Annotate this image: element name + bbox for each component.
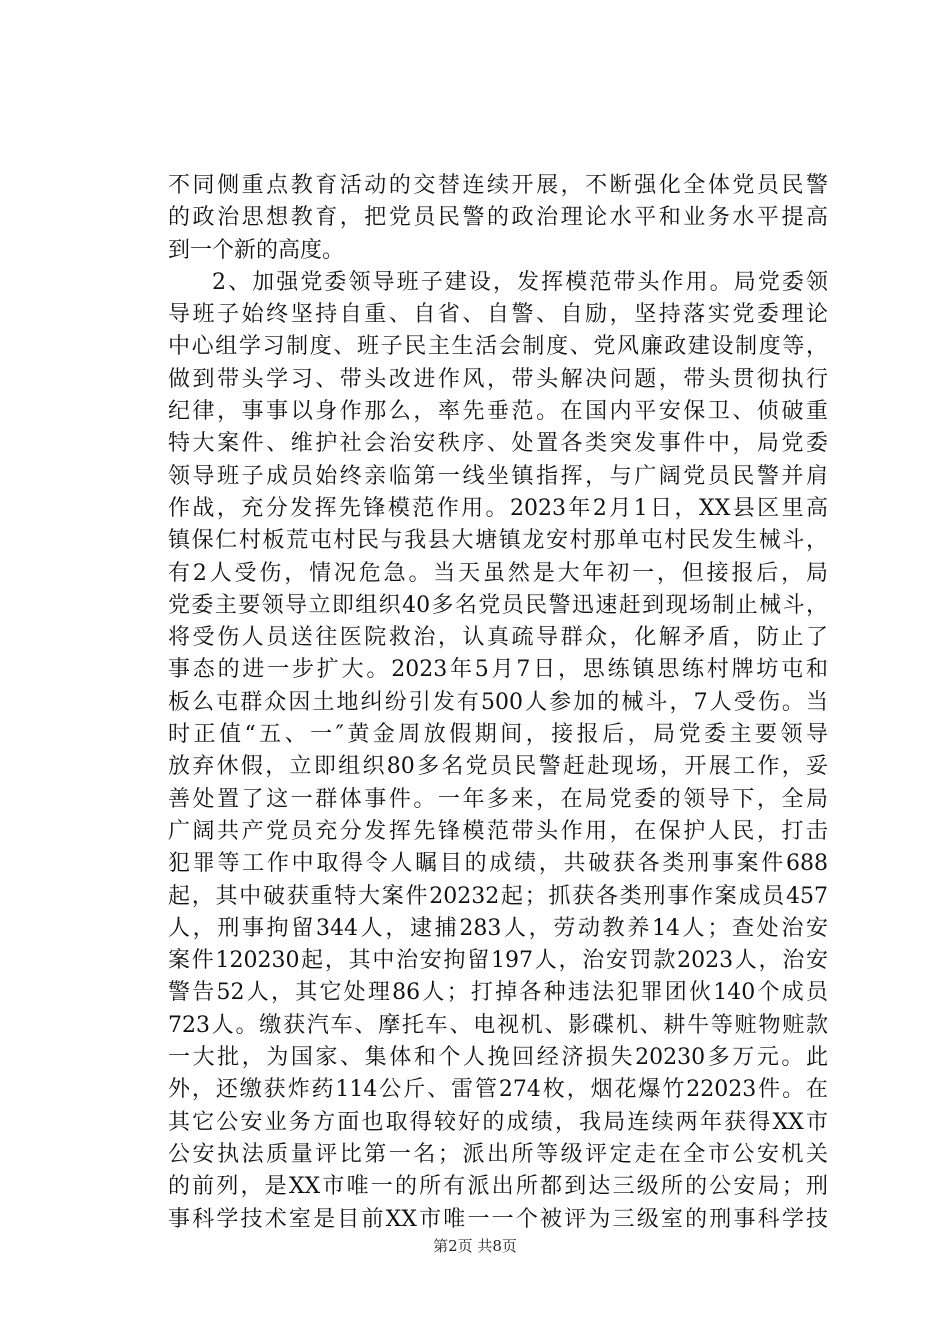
paragraph-1-line: 的政治思想教育，把党员民警的政治理论水平和业务水平提高 [168, 205, 828, 231]
paragraph-2-line: 的前列，是XX市唯一的所有派出所都到达三级所的公安局；刑 [168, 1174, 828, 1200]
body-text [168, 170, 828, 1236]
paragraph-2-line: 中心组学习制度、班子民主生活会制度、党风廉政建设制度等， [168, 334, 828, 360]
paragraph-2-line: 公安执法质量评比第一名；派出所等级评定走在全市公安机关 [168, 1141, 828, 1167]
paragraph-2-line: 犯罪等工作中取得令人瞩目的成绩，共破获各类刑事案件688 [168, 851, 828, 877]
paragraph-2-line: 放弃休假，立即组织80多名党员民警赶赴现场，开展工作，妥 [168, 754, 828, 780]
paragraph-2-line: 案件120230起，其中治安拘留197人，治安罚款2023人，治安 [168, 948, 828, 974]
paragraph-2-line: 723人。缴获汽车、摩托车、电视机、影碟机、耕牛等赃物赃款 [168, 1012, 828, 1038]
paragraph-1-line: 不同侧重点教育活动的交替连续开展，不断强化全体党员民警 [168, 173, 828, 198]
paragraph-2-line: 纪律，事事以身作那么，率先垂范。在国内平安保卫、侦破重 [168, 399, 828, 425]
paragraph-2-line: 将受伤人员送往医院救治，认真疏导群众，化解矛盾，防止了 [168, 625, 828, 651]
paragraph-2-line: 事科学技术室是目前XX市唯一一个被评为三级室的刑事科学技 [168, 1206, 828, 1232]
paragraph-2-line: 其它公安业务方面也取得较好的成绩，我局连续两年获得XX市 [168, 1109, 828, 1135]
paragraph-2-line: 起，其中破获重特大案件20232起；抓获各类刑事作案成员457 [168, 883, 828, 909]
paragraph-2-line: 广阔共产党员充分发挥先锋模范带头作用，在保护人民，打击 [168, 818, 828, 844]
paragraph-2-line: 外，还缴获炸药114公斤、雷管274枚，烟花爆竹22023件。在 [168, 1077, 828, 1103]
paragraph-1-line: 到一个新的高度。 [168, 237, 345, 263]
paragraph-2-line: 一大批，为国家、集体和个人挽回经济损失20230多万元。此 [168, 1045, 828, 1071]
paragraph-2-line: 导班子始终坚持自重、自省、自警、自励，坚持落实党委理论 [168, 302, 828, 328]
paragraph-2-line: 善处置了这一群体事件。一年多来，在局党委的领导下，全局 [168, 786, 828, 812]
paragraph-2-line: 作战，充分发挥先锋模范作用。2023年2月1日，XX县区里高 [168, 495, 828, 521]
page-footer: 第2页 共8页 [433, 1237, 517, 1255]
paragraph-2-line: 板么屯群众因土地纠纷引发有500人参加的械斗，7人受伤。当 [168, 689, 828, 715]
paragraph-2-line: 时正值“五、一″黄金周放假期间，接报后，局党委主要领导 [168, 722, 828, 748]
paragraph-2-line: 警告52人，其它处理86人；打掉各种违法犯罪团伙140个成员 [168, 980, 828, 1006]
paragraph-2-line: 2、加强党委领导班子建设，发挥模范带头作用。局党委领 [212, 269, 828, 295]
paragraph-2-line: 特大案件、维护社会治安秩序、处置各类突发事件中，局党委 [168, 431, 828, 457]
paragraph-2-line: 镇保仁村板荒屯村民与我县大塘镇龙安村那单屯村民发生械斗， [168, 528, 828, 554]
paragraph-2-line: 有2人受伤，情况危急。当天虽然是大年初一，但接报后，局 [168, 560, 828, 586]
paragraph-2-line: 做到带头学习、带头改进作风，带头解决问题，带头贯彻执行 [168, 366, 828, 392]
paragraph-2-line: 事态的进一步扩大。2023年5月7日，思练镇思练村牌坊屯和 [168, 657, 828, 683]
paragraph-2-line: 党委主要领导立即组织40多名党员民警迅速赶到现场制止械斗， [168, 592, 828, 618]
paragraph-2-line: 领导班子成员始终亲临第一线坐镇指挥，与广阔党员民警并肩 [168, 463, 828, 489]
paragraph-2-line: 人，刑事拘留344人，逮捕283人，劳动教养14人；查处治安 [168, 915, 828, 941]
